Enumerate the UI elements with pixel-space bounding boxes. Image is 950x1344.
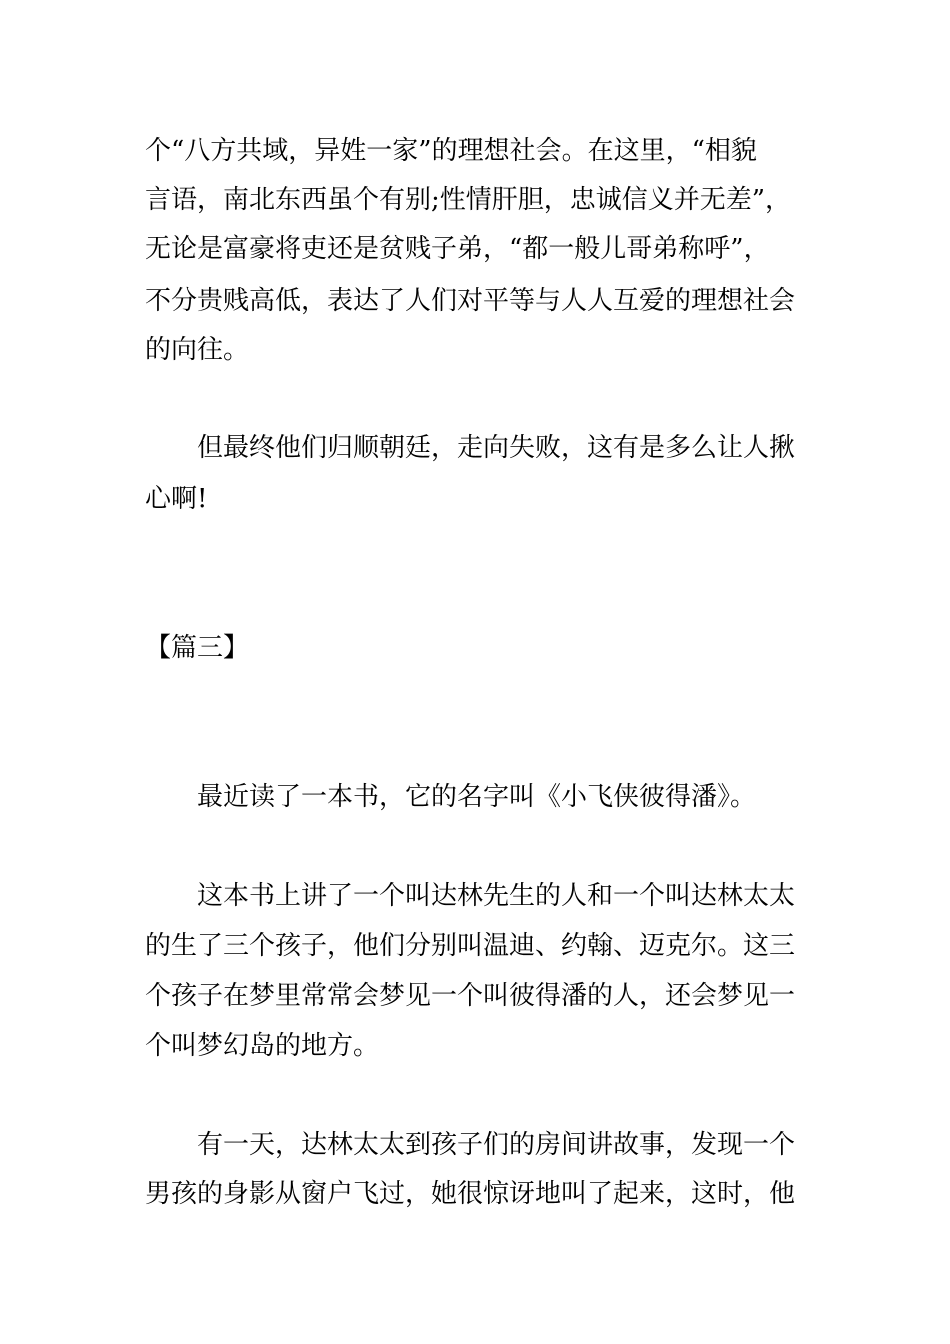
paragraph-5-line-2: 男孩的身影从窗户飞过，她很惊讶地叫了起来，这时，他 xyxy=(145,1179,796,1209)
paragraph-1-line-3: 无论是富豪将吏还是贫贱子弟，“都一般儿哥弟称呼”， xyxy=(145,234,770,264)
paragraph-4-line-1: 这本书上讲了一个叫达林先生的人和一个叫达林太太 xyxy=(197,881,796,911)
paragraph-1-line-5: 的向往。 xyxy=(145,335,250,365)
paragraph-5-line-1: 有一天，达林太太到孩子们的房间讲故事，发现一个 xyxy=(197,1130,796,1160)
paragraph-1-line-4: 不分贵贱高低，表达了人们对平等与人人互爱的理想社会 xyxy=(145,286,796,316)
paragraph-3-line-1: 最近读了一本书，它的名字叫《小飞侠彼得潘》。 xyxy=(197,782,757,812)
paragraph-1-line-1: 个“八方共域，异姓一家”的理想社会。在这里，“相貌 xyxy=(145,136,757,166)
paragraph-4-line-2: 的生了三个孩子，他们分别叫温迪、约翰、迈克尔。这三 xyxy=(145,931,796,961)
paragraph-2-line-1: 但最终他们归顺朝廷，走向失败，这有是多么让人揪 xyxy=(197,433,796,463)
paragraph-4-line-3: 个孩子在梦里常常会梦见一个叫彼得潘的人，还会梦见一 xyxy=(145,981,796,1011)
paragraph-4-line-4: 个叫梦幻岛的地方。 xyxy=(145,1031,380,1061)
paragraph-1-line-2: 言语，南北东西虽个有别;性情肝胆，忠诚信义并无差”， xyxy=(145,185,792,215)
paragraph-2-line-2: 心啊! xyxy=(145,484,208,514)
section-heading: 【篇三】 xyxy=(145,633,250,663)
